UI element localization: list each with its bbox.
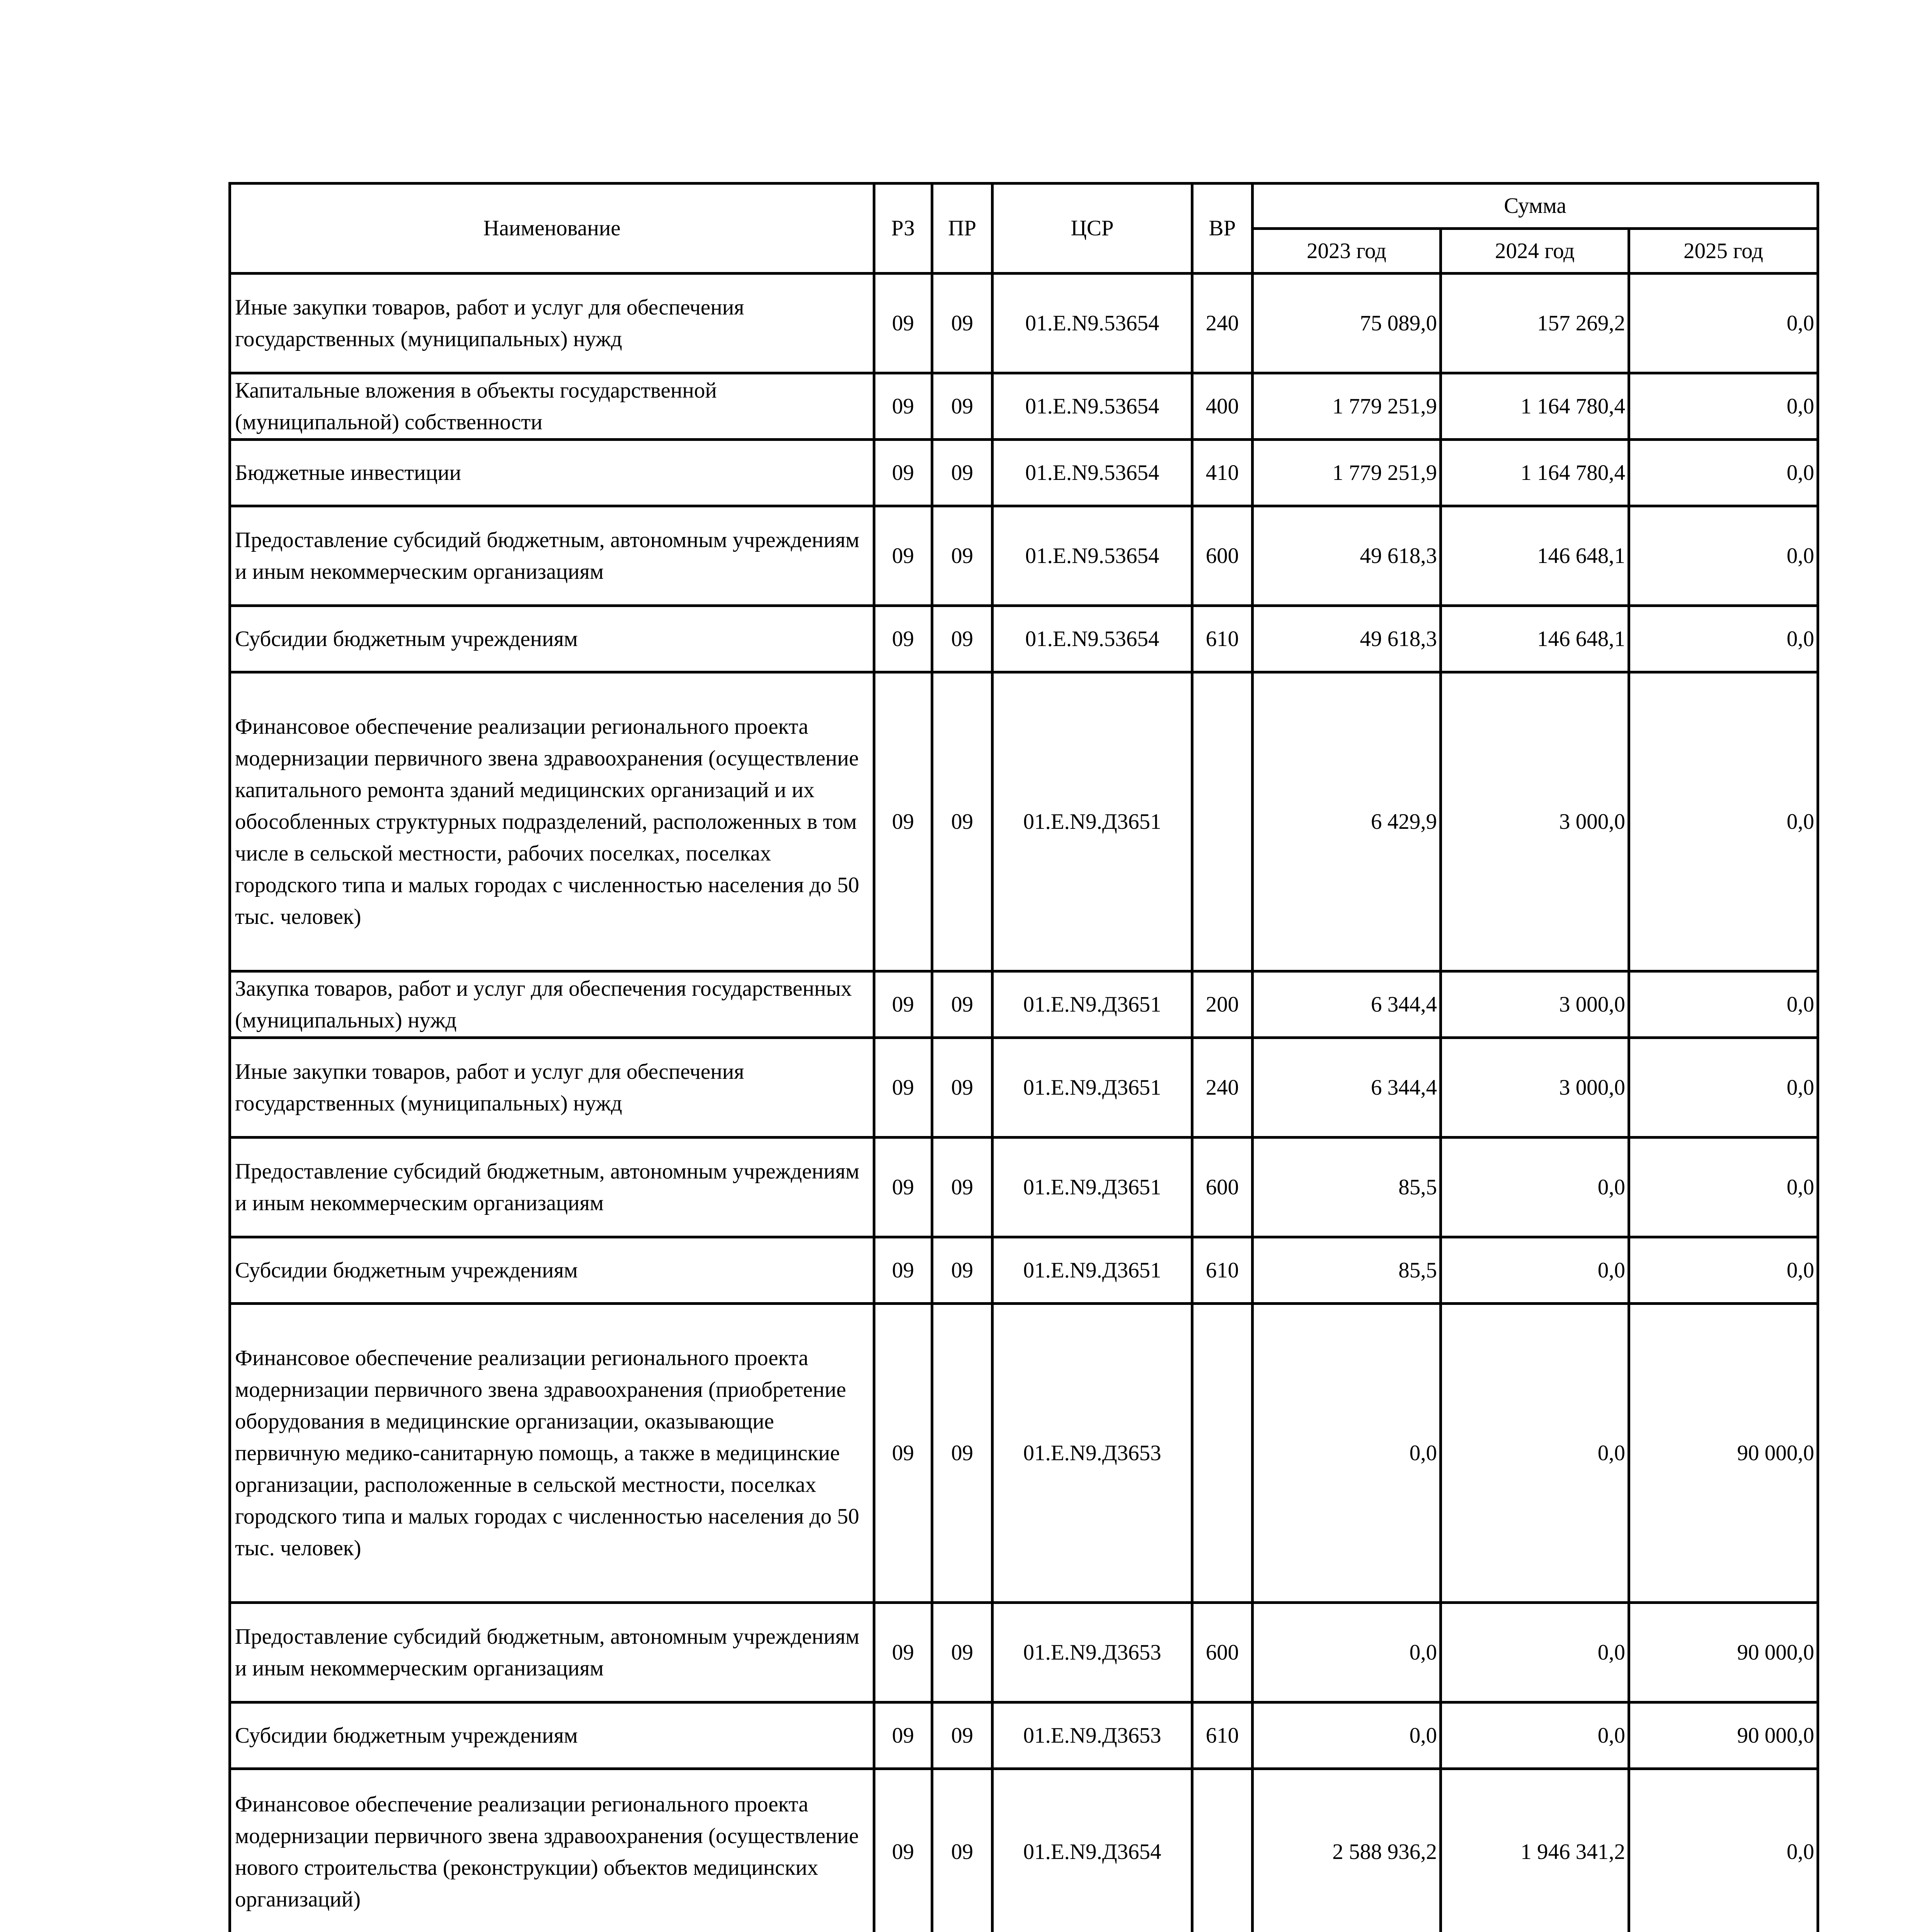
header-rz: РЗ: [874, 184, 932, 274]
row-sum-2023: 6 429,9: [1253, 672, 1441, 971]
header-name: Наименование: [230, 184, 874, 274]
row-sum-2025: 90 000,0: [1629, 1304, 1818, 1603]
row-vr: 600: [1192, 1138, 1253, 1237]
row-pr: 09: [932, 1038, 993, 1138]
row-sum-2025: 0,0: [1629, 672, 1818, 971]
row-vr: 410: [1192, 440, 1253, 506]
row-name: Финансовое обеспечение реализации регионального проекта модернизации первичного звена здравоохранения (осуществление капитального ремонта зданий медицинских организаций и их обособленных структурных подразделений, расположенных в том числе в сельской местности, рабочих поселках, поселках городского типа и малых городах с численностью населения до 50 тыс. человек): [230, 672, 874, 971]
row-sum-2024: 3 000,0: [1441, 1038, 1629, 1138]
table-row: [230, 1038, 1818, 1138]
table-row: [230, 1702, 1818, 1769]
row-name: Субсидии бюджетным учреждениям: [230, 1702, 874, 1769]
row-pr: 09: [932, 672, 993, 971]
row-sum-2025: 0,0: [1629, 1769, 1818, 1932]
row-sum-2024: 1 946 341,2: [1441, 1769, 1629, 1932]
row-sum-2025: 0,0: [1629, 274, 1818, 373]
row-vr: 600: [1192, 1603, 1253, 1702]
row-csr: 01.Е.N9.53654: [993, 274, 1192, 373]
row-pr: 09: [932, 1769, 993, 1932]
row-name: Предоставление субсидий бюджетным, автономным учреждениям и иным некоммерческим организациям: [230, 1603, 874, 1702]
row-vr: 610: [1192, 1702, 1253, 1769]
row-csr: 01.Е.N9.Д3651: [993, 1138, 1192, 1237]
row-sum-2025: 0,0: [1629, 971, 1818, 1038]
row-csr: 01.Е.N9.Д3651: [993, 1038, 1192, 1138]
row-csr: 01.Е.N9.Д3654: [993, 1769, 1192, 1932]
row-name: Субсидии бюджетным учреждениям: [230, 1237, 874, 1304]
row-rz: 09: [874, 1702, 932, 1769]
budget-table: [228, 182, 1819, 1932]
row-rz: 09: [874, 506, 932, 606]
header-vr: ВР: [1192, 184, 1253, 274]
row-sum-2023: 49 618,3: [1253, 606, 1441, 672]
row-sum-2024: 0,0: [1441, 1603, 1629, 1702]
row-csr: 01.Е.N9.Д3651: [993, 672, 1192, 971]
row-vr: 240: [1192, 274, 1253, 373]
row-name: Капитальные вложения в объекты государственной (муниципальной) собственности: [230, 373, 874, 440]
row-name: Финансовое обеспечение реализации регионального проекта модернизации первичного звена здравоохранения (осуществление нового строительства (реконструкции) объектов медицинских организаций): [230, 1769, 874, 1932]
row-sum-2024: 3 000,0: [1441, 971, 1629, 1038]
row-sum-2024: 0,0: [1441, 1702, 1629, 1769]
row-vr: 610: [1192, 606, 1253, 672]
row-name: Субсидии бюджетным учреждениям: [230, 606, 874, 672]
row-rz: 09: [874, 971, 932, 1038]
row-csr: 01.Е.N9.53654: [993, 606, 1192, 672]
row-sum-2025: 0,0: [1629, 506, 1818, 606]
row-rz: 09: [874, 440, 932, 506]
row-sum-2023: 0,0: [1253, 1603, 1441, 1702]
row-name: Иные закупки товаров, работ и услуг для обеспечения государственных (муниципальных) нужд: [230, 274, 874, 373]
table-row: [230, 971, 1818, 1038]
row-sum-2023: 49 618,3: [1253, 506, 1441, 606]
row-sum-2025: 0,0: [1629, 440, 1818, 506]
row-sum-2023: 1 779 251,9: [1253, 373, 1441, 440]
row-name: Иные закупки товаров, работ и услуг для обеспечения государственных (муниципальных) нужд: [230, 1038, 874, 1138]
row-csr: 01.Е.N9.Д3651: [993, 1237, 1192, 1304]
row-sum-2023: 0,0: [1253, 1702, 1441, 1769]
row-name: Предоставление субсидий бюджетным, автономным учреждениям и иным некоммерческим организациям: [230, 1138, 874, 1237]
table-row: [230, 1769, 1818, 1932]
row-rz: 09: [874, 1237, 932, 1304]
row-vr: 200: [1192, 971, 1253, 1038]
row-sum-2023: 2 588 936,2: [1253, 1769, 1441, 1932]
row-pr: 09: [932, 373, 993, 440]
header-sum: Сумма: [1253, 184, 1818, 229]
row-vr: 600: [1192, 506, 1253, 606]
table-row: [230, 1237, 1818, 1304]
row-rz: 09: [874, 1304, 932, 1603]
row-vr: [1192, 672, 1253, 971]
row-rz: 09: [874, 373, 932, 440]
header-csr: ЦСР: [993, 184, 1192, 274]
row-sum-2024: 146 648,1: [1441, 506, 1629, 606]
row-vr: 400: [1192, 373, 1253, 440]
row-sum-2023: 85,5: [1253, 1237, 1441, 1304]
row-vr: [1192, 1304, 1253, 1603]
table-row: [230, 1138, 1818, 1237]
row-sum-2023: 85,5: [1253, 1138, 1441, 1237]
table-row: [230, 373, 1818, 440]
row-sum-2024: 3 000,0: [1441, 672, 1629, 971]
row-csr: 01.Е.N9.53654: [993, 440, 1192, 506]
row-pr: 09: [932, 1702, 993, 1769]
table-row: [230, 506, 1818, 606]
table-body: [230, 274, 1818, 1932]
table-header: [230, 184, 1818, 274]
row-pr: 09: [932, 1304, 993, 1603]
table-row: [230, 1603, 1818, 1702]
row-pr: 09: [932, 606, 993, 672]
row-sum-2025: 0,0: [1629, 1138, 1818, 1237]
row-rz: 09: [874, 1603, 932, 1702]
row-pr: 09: [932, 1138, 993, 1237]
row-csr: 01.Е.N9.Д3653: [993, 1304, 1192, 1603]
table-row: [230, 274, 1818, 373]
header-pr: ПР: [932, 184, 993, 274]
row-sum-2024: 0,0: [1441, 1304, 1629, 1603]
row-csr: 01.Е.N9.Д3653: [993, 1603, 1192, 1702]
row-name: Бюджетные инвестиции: [230, 440, 874, 506]
row-sum-2025: 90 000,0: [1629, 1603, 1818, 1702]
row-rz: 09: [874, 274, 932, 373]
row-sum-2024: 1 164 780,4: [1441, 373, 1629, 440]
row-vr: 610: [1192, 1237, 1253, 1304]
row-sum-2025: 0,0: [1629, 606, 1818, 672]
row-sum-2023: 6 344,4: [1253, 971, 1441, 1038]
table-row: [230, 1304, 1818, 1603]
row-csr: 01.Е.N9.Д3653: [993, 1702, 1192, 1769]
row-name: Предоставление субсидий бюджетным, автономным учреждениям и иным некоммерческим организациям: [230, 506, 874, 606]
row-pr: 09: [932, 1603, 993, 1702]
row-sum-2025: 0,0: [1629, 373, 1818, 440]
row-pr: 09: [932, 1237, 993, 1304]
row-sum-2023: 1 779 251,9: [1253, 440, 1441, 506]
row-sum-2023: 0,0: [1253, 1304, 1441, 1603]
row-rz: 09: [874, 1038, 932, 1138]
header-year-2024: 2024 год: [1441, 229, 1629, 274]
row-pr: 09: [932, 440, 993, 506]
row-name: Закупка товаров, работ и услуг для обеспечения государственных (муниципальных) нужд: [230, 971, 874, 1038]
row-sum-2024: 0,0: [1441, 1138, 1629, 1237]
row-rz: 09: [874, 1769, 932, 1932]
row-csr: 01.Е.N9.Д3651: [993, 971, 1192, 1038]
header-year-2023: 2023 год: [1253, 229, 1441, 274]
row-csr: 01.Е.N9.53654: [993, 506, 1192, 606]
row-pr: 09: [932, 506, 993, 606]
row-vr: [1192, 1769, 1253, 1932]
row-pr: 09: [932, 274, 993, 373]
header-year-2025: 2025 год: [1629, 229, 1818, 274]
row-sum-2023: 6 344,4: [1253, 1038, 1441, 1138]
row-sum-2025: 90 000,0: [1629, 1702, 1818, 1769]
row-rz: 09: [874, 1138, 932, 1237]
row-rz: 09: [874, 672, 932, 971]
table-row: [230, 672, 1818, 971]
row-name: Финансовое обеспечение реализации регионального проекта модернизации первичного звена здравоохранения (приобретение оборудования в медицинские организации, оказывающие первичную медико-санитарную помощь, а также в медицинские организации, расположенные в сельской местности, поселках городского типа и малых городах с численностью населения до 50 тыс. человек): [230, 1304, 874, 1603]
row-csr: 01.Е.N9.53654: [993, 373, 1192, 440]
row-rz: 09: [874, 606, 932, 672]
table-row: [230, 606, 1818, 672]
table-row: [230, 440, 1818, 506]
row-pr: 09: [932, 971, 993, 1038]
row-sum-2023: 75 089,0: [1253, 274, 1441, 373]
row-sum-2024: 1 164 780,4: [1441, 440, 1629, 506]
row-sum-2025: 0,0: [1629, 1038, 1818, 1138]
row-sum-2024: 157 269,2: [1441, 274, 1629, 373]
row-vr: 240: [1192, 1038, 1253, 1138]
row-sum-2025: 0,0: [1629, 1237, 1818, 1304]
row-sum-2024: 0,0: [1441, 1237, 1629, 1304]
row-sum-2024: 146 648,1: [1441, 606, 1629, 672]
